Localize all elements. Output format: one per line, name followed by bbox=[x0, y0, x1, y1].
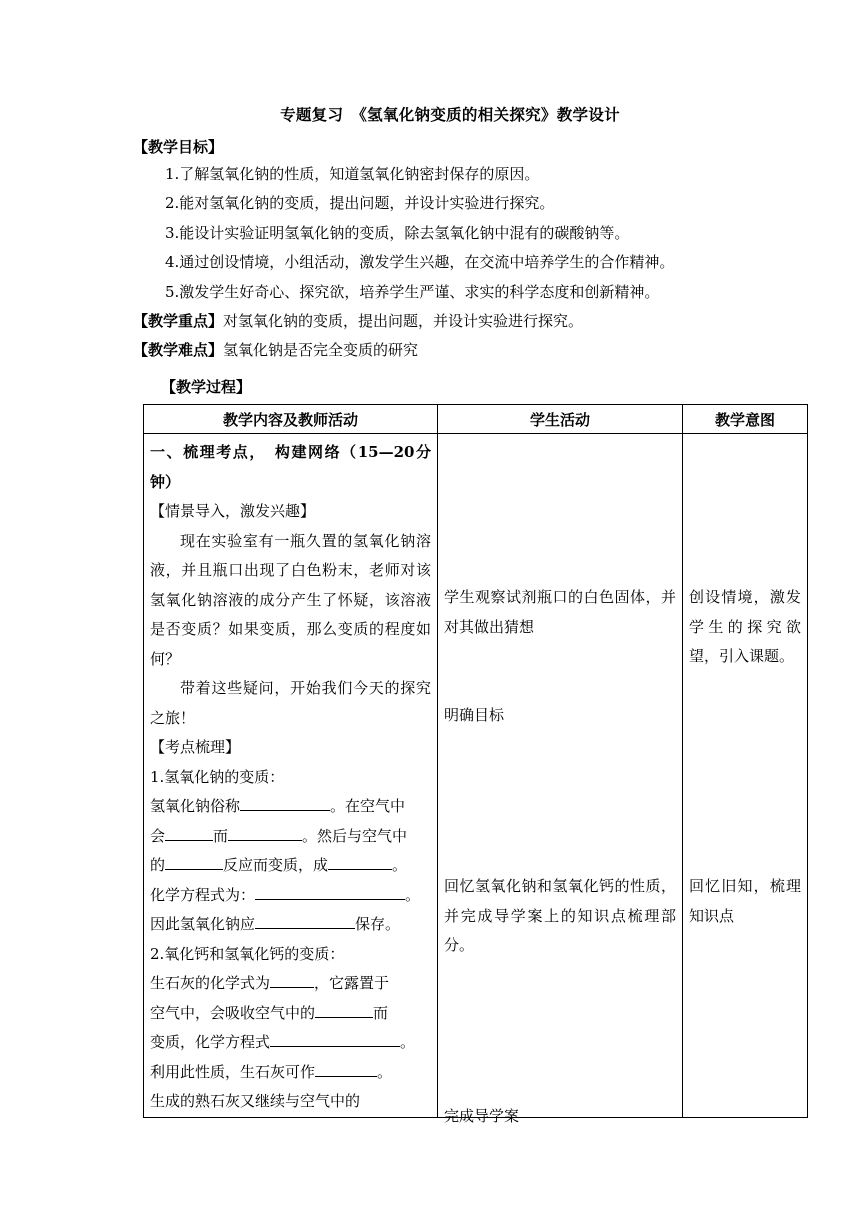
key-point bbox=[133, 310, 583, 331]
fill-blank[interactable] bbox=[315, 1061, 377, 1077]
lesson-plan-table bbox=[143, 404, 808, 1125]
objective-item-4: 4.通过创设情境，小组活动，激发学生兴趣，在交流中培养学生的合作精神。 bbox=[165, 253, 675, 271]
difficulty-text: 氢氧化钠是否完全变质的研究 bbox=[223, 341, 419, 359]
objective-item-1: 1.了解氢氧化钠的性质，知道氢氧化钠密封保存的原因。 bbox=[165, 165, 540, 183]
objective-item-2: 2.能对氢氧化钠的变质，提出问题，并设计实验进行探究。 bbox=[165, 194, 555, 212]
fill-blank[interactable] bbox=[270, 972, 314, 988]
key-point-label: 【教学重点】 bbox=[133, 312, 224, 330]
intent-scene: 创设情境，激发学生的探究欲望，引入课题。 bbox=[689, 588, 801, 665]
journey-text: 带着这些疑问，开始我们今天的探究之旅！ bbox=[150, 679, 431, 727]
fill-blank[interactable] bbox=[315, 1002, 373, 1018]
q1-title: 1.氢氧化钠的变质： bbox=[150, 767, 285, 786]
fill-blank[interactable] bbox=[228, 825, 302, 841]
fill-blank[interactable] bbox=[165, 825, 213, 841]
scene-text: 现在实验室有一瓶久置的氢氧化钠溶液，并且瓶口出现了白色粉末，老师对该氢氧化钠溶液的成分产生了怀疑，该溶液是否变质？如果变质，那么变质的程度如何？ bbox=[150, 531, 431, 668]
scene-label: 【情景导入，激发兴趣】 bbox=[150, 502, 316, 520]
q2-line5: 生成的熟石灰又继续与空气中的 bbox=[150, 1092, 361, 1110]
student-goal: 明确目标 bbox=[444, 706, 505, 724]
fill-blank[interactable] bbox=[255, 913, 355, 929]
fill-blank[interactable] bbox=[255, 884, 405, 900]
header-intent: 教学意图 bbox=[683, 405, 808, 434]
objective-item-3: 3.能设计实验证明氢氧化钠的变质，除去氢氧化钠中混有的碳酸钠等。 bbox=[165, 224, 630, 242]
fill-blank[interactable] bbox=[240, 795, 330, 811]
table-header-row bbox=[144, 405, 808, 434]
key-point-text: 对氢氧化钠的变质，提出问题，并设计实验进行探究。 bbox=[223, 312, 584, 330]
intent-cell bbox=[683, 434, 808, 1118]
student-observe: 学生观察试剂瓶口的白色固体，并对其做出猜想 bbox=[444, 588, 676, 636]
review-label: 【考点梳理】 bbox=[150, 738, 241, 756]
q2-line3: 变质，化学方程式 。 bbox=[150, 1033, 416, 1051]
header-student: 学生活动 bbox=[438, 405, 683, 434]
q1-line3: 的 反应而变质，成 。 bbox=[150, 856, 408, 874]
fill-blank[interactable] bbox=[165, 854, 223, 870]
q1-line2: 会 而 。然后与空气中 bbox=[150, 826, 408, 845]
process-heading: 【教学过程】 bbox=[161, 378, 252, 396]
document-title: 专题复习 《氢氧化钠变质的相关探究》教学设计 bbox=[280, 105, 620, 124]
difficulty-label: 【教学难点】 bbox=[133, 341, 224, 359]
teacher-cell bbox=[144, 434, 438, 1118]
q1-line4: 化学方程式为： 。 bbox=[150, 885, 421, 904]
table-row bbox=[144, 434, 808, 1118]
fill-blank[interactable] bbox=[270, 1031, 400, 1047]
objectives-heading: 【教学目标】 bbox=[133, 138, 224, 156]
header-teacher: 教学内容及教师活动 bbox=[144, 405, 438, 434]
q1-line1: 氢氧化钠俗称 。在空气中 bbox=[150, 797, 406, 815]
q2-title: 2.氧化钙和氢氧化钙的变质： bbox=[150, 944, 345, 963]
student-recall: 回忆氢氧化钠和氢氧化钙的性质，并完成导学案上的知识点梳理部分。 bbox=[444, 877, 676, 954]
intent-recall: 回忆旧知，梳理知识点 bbox=[689, 877, 801, 925]
student-cell bbox=[438, 434, 683, 1125]
q1-line5: 因此氢氧化钠应 保存。 bbox=[150, 915, 401, 933]
q2-line4: 利用此性质，生石灰可作 。 bbox=[150, 1062, 393, 1081]
objective-item-5: 5.激发学生好奇心、探究欲，培养学生严谨、求实的科学态度和创新精神。 bbox=[165, 283, 660, 301]
q2-line1: 生石灰的化学式为 ，它露置于 bbox=[150, 974, 390, 992]
student-guide: 完成导学案 bbox=[444, 1107, 520, 1125]
q2-line2: 空气中，会吸收空气中的 而 bbox=[150, 1003, 389, 1022]
difficulty bbox=[133, 339, 418, 360]
section-title: 一、梳理考点， 构建网络（15—20分钟） bbox=[150, 443, 431, 491]
fill-blank[interactable] bbox=[328, 854, 392, 870]
